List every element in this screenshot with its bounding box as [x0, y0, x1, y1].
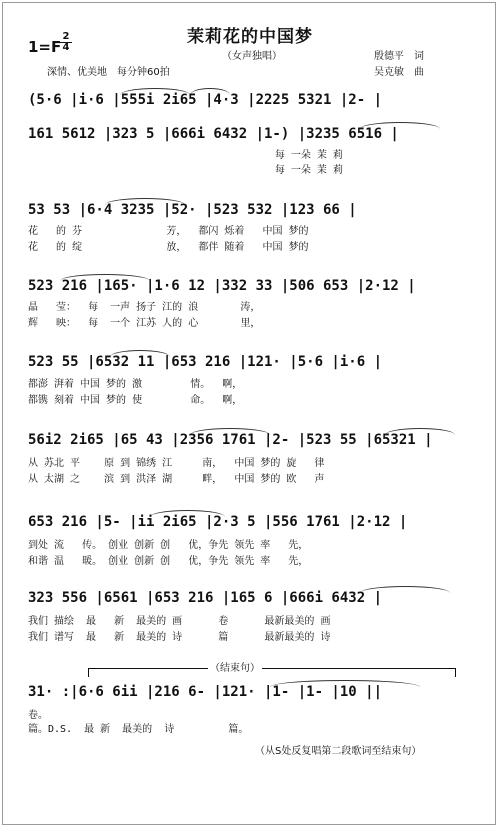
slur-mark [270, 680, 420, 687]
slur-mark [110, 350, 170, 357]
ending-bracket [88, 668, 456, 677]
notes-row-3: 53 53 |6·4 3235 |52· |523 532 |123 66 | [28, 202, 357, 218]
lyric-row-2-verse-1: 每 一朵 茉 莉 [28, 150, 343, 161]
slur-mark [385, 428, 455, 435]
slur-mark [190, 88, 230, 95]
slur-mark [120, 88, 190, 95]
slur-mark [190, 428, 270, 435]
slur-mark [360, 122, 440, 129]
lyric-row-7-verse-2: 和谐 温 暖。 创业 创新 创 优，争先 领先 率 先， [28, 556, 309, 567]
ending-label: （结束句） [208, 659, 262, 674]
lyric-row-5-verse-1: 都澎 湃着 中国 梦的 激 情。 啊， [28, 379, 243, 390]
notes-row-4: 523 216 |165· |1·6 12 |332 33 |506 653 |2·12 | [28, 278, 416, 294]
song-subtitle: （女声独唱） [222, 51, 282, 62]
lyric-row-6-verse-2: 从 太湖 之 滨 到 洪泽 湖 畔， 中国 梦的 欧 声 [28, 474, 325, 485]
lyric-row-9-verse-2: 篇。D.S. 最 新 最美的 诗 篇。 [28, 724, 249, 735]
notes-row-2: 161 5612 |323 5 |666i 6432 |1-) |3235 6516 | [28, 126, 399, 142]
meter-top: 2 [62, 31, 70, 42]
song-title: 茉莉花的中国梦 [187, 27, 313, 47]
key-signature: 1=F [28, 38, 62, 56]
notes-row-8: 323 556 |6561 |653 216 |165 6 |666i 6432 | [28, 590, 383, 606]
slur-mark [150, 510, 225, 517]
tempo-marking: 深情、优美地 每分钟60拍 [47, 67, 170, 78]
slur-mark [360, 586, 450, 593]
lyric-row-3-verse-2: 花 的 绽 放， 都伴 随着 中国 梦的 [28, 242, 309, 253]
lyric-row-3-verse-1: 花 的 芬 芳， 都闪 烁着 中国 梦的 [28, 226, 309, 237]
lyric-row-4-verse-1: 晶 莹： 每 一声 扬子 江的 浪 涛， [28, 302, 261, 313]
lyric-row-9-verse-1: 卷。 [28, 710, 48, 721]
slur-mark [105, 198, 185, 205]
lyric-row-4-verse-2: 辉 映： 每 一个 江苏 人的 心 里， [28, 318, 261, 329]
notes-row-9: 31· :|6·6 6ii |216 6- |121· |1- |1- |10 || [28, 684, 383, 700]
footnote: （从S处反复唱第二段歌词至结束句） [255, 746, 422, 757]
lyric-row-5-verse-2: 都镌 刻着 中国 梦的 使 命。 啊， [28, 395, 243, 406]
meter-bottom: 4 [62, 42, 70, 53]
notes-row-6: 56i2 2i65 |65 43 |2356 1761 |2- |523 55 |65321 | [28, 432, 433, 448]
slur-mark [60, 274, 150, 281]
composer-credit: 吴克敏 曲 [374, 67, 424, 78]
lyric-row-8-verse-1: 我们 描绘 最 新 最美的 画 卷 最新最美的 画 [28, 616, 331, 627]
notes-row-5: 523 55 |6532 11 |653 216 |121· |5·6 |i·6 | [28, 354, 383, 370]
lyric-row-8-verse-2: 我们 谱写 最 新 最美的 诗 篇 最新最美的 诗 [28, 632, 331, 643]
notes-row-1: (5·6 |i·6 |555i 2i65 |4·3 |2225 5321 |2- | [28, 92, 383, 108]
lyric-row-7-verse-1: 到处 流 传。 创业 创新 创 优，争先 领先 率 先， [28, 540, 309, 551]
notes-row-7: 653 216 |5- |ii 2i65 |2·3 5 |556 1761 |2·12 | [28, 514, 408, 530]
time-signature [60, 32, 72, 53]
lyric-row-6-verse-1: 从 苏北 平 原 到 锦绣 江 南， 中国 梦的 旋 律 [28, 458, 325, 469]
lyricist-credit: 殷德平 词 [374, 51, 424, 62]
lyric-row-2-verse-2: 每 一朵 茉 莉 [28, 165, 343, 176]
